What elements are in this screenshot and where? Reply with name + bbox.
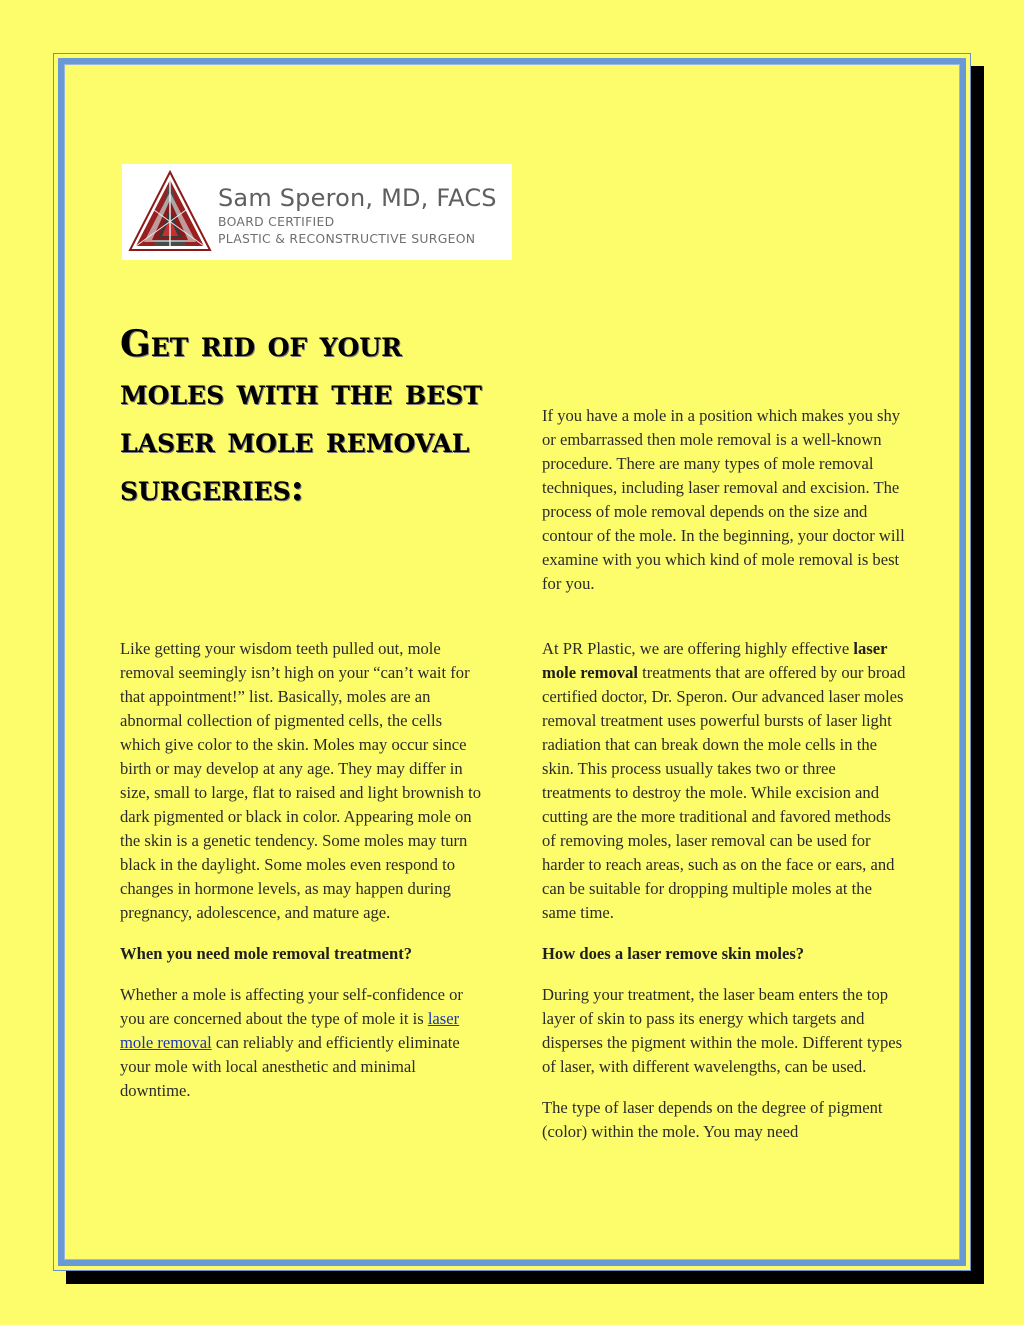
right-paragraph-2: At PR Plastic, we are offering highly effective laser mole removal treatments that are offered by our broad certified doctor, Dr. Speron. Our advanced laser moles removal treatment uses powerful bursts of laser light radiation that can break down the mole cells in the skin. This process usually takes two or three treatments to destroy the mole. While excision and cutting are the more traditional and favored methods of removing moles, laser removal can be used for harder to reach areas, such as on the face or ears, and can be suitable for dropping multiple moles at the same time. [542, 639, 906, 922]
right-column [542, 637, 906, 1144]
right-intro [542, 404, 906, 596]
left-heading: When you need mole removal treatment? [120, 944, 413, 963]
laser-mole-removal-link[interactable]: laser mole removal [120, 1009, 460, 1052]
right-paragraph-3: During your treatment, the laser beam enters the top layer of skin to pass its energy which targets and disperses the pigment within the mole. Different types of laser, with different wavelengths, can be used. [542, 985, 903, 1076]
logo-triangle-icon [128, 170, 212, 254]
left-paragraph-2: Whether a mole is affecting your self-confidence or you are concerned about the type of mole it is laser mole removal can reliably and efficiently eliminate your mole with local anesthetic and minimal downtime. [120, 985, 463, 1100]
right-heading: How does a laser remove skin moles? [542, 944, 805, 963]
logo-specialty: PLASTIC & RECONSTRUCTIVE SURGEON [218, 231, 476, 246]
left-paragraph-intro: Like getting your wisdom teeth pulled out, mole removal seemingly isn’t high on your “can’t wait for that appointment!” list. Basically, moles are an abnormal collection of pigmented cells, the cells which give color to the skin. Moles may occur since birth or may develop at any age. They may differ in size, small to large, flat to raised and light brownish to dark pigmented or black in color. Appearing mole on the skin is a genetic tendency. Some moles may turn black in the daylight. Some moles even respond to changes in hormone levels, as may happen during pregnancy, adolescence, and mature age. [120, 639, 481, 922]
logo-subtitle: BOARD CERTIFIED [218, 214, 335, 229]
page-title: Get rid of your moles with the best laser mole removal surgeries: [120, 323, 482, 509]
logo-name: Sam Speron, MD, FACS [218, 184, 497, 212]
logo [122, 164, 512, 260]
right-paragraph-4: The type of laser depends on the degree of pigment (color) within the mole. You may need [542, 1098, 883, 1141]
right-paragraph-1: If you have a mole in a position which makes you shy or embarrassed then mole removal is a well-known procedure. There are many types of mole removal techniques, including laser removal and excision. The process of mole removal depends on the size and contour of the mole. In the beginning, your doctor will examine with you which kind of mole removal is best for you. [542, 406, 905, 593]
left-column [120, 637, 482, 1103]
laser-mole-removal-bold: laser mole removal [542, 639, 888, 682]
